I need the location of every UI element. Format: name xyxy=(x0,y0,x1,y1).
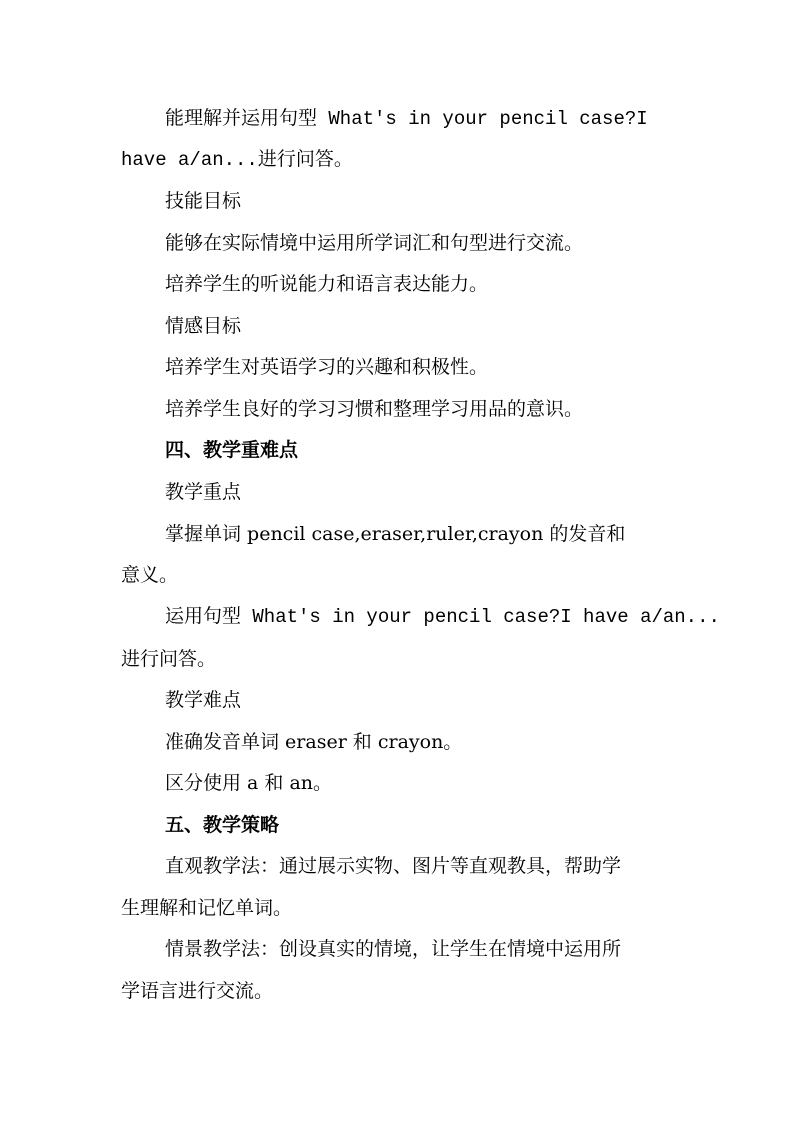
text-line: 掌握单词 pencil case,eraser,ruler,crayon 的发音和 xyxy=(165,523,626,545)
text-line: 生理解和记忆单词。 xyxy=(121,897,293,919)
text-line: 培养学生良好的学习习惯和整理学习用品的意识。 xyxy=(165,398,584,420)
subheading: 教学难点 xyxy=(165,689,242,711)
text-line: 运用句型 What's in your pencil case?I have a/an... xyxy=(165,606,720,628)
subheading: 情感目标 xyxy=(165,315,242,337)
text-line: 进行问答。 xyxy=(121,648,217,670)
text-line: 培养学生对英语学习的兴趣和积极性。 xyxy=(165,356,489,378)
section-heading: 四、教学重难点 xyxy=(165,439,299,461)
text-line: 培养学生的听说能力和语言表达能力。 xyxy=(165,273,489,295)
text-line: 区分使用 a 和 an。 xyxy=(165,772,333,794)
text-line: 准确发音单词 eraser 和 crayon。 xyxy=(165,731,463,753)
section-heading: 五、教学策略 xyxy=(165,814,280,836)
text-line: 能理解并运用句型 What's in your pencil case?I xyxy=(165,108,648,130)
subheading: 教学重点 xyxy=(165,481,242,503)
text-line: 意义。 xyxy=(121,564,179,586)
subheading: 技能目标 xyxy=(165,190,242,212)
text-line: have a/an...进行问答。 xyxy=(121,149,353,171)
text-line: 直观教学法：通过展示实物、图片等直观教具，帮助学 xyxy=(165,855,622,877)
text-line: 学语言进行交流。 xyxy=(121,980,274,1002)
text-line: 情景教学法：创设真实的情境，让学生在情境中运用所 xyxy=(165,938,622,960)
text-line: 能够在实际情境中运用所学词汇和句型进行交流。 xyxy=(165,232,584,254)
